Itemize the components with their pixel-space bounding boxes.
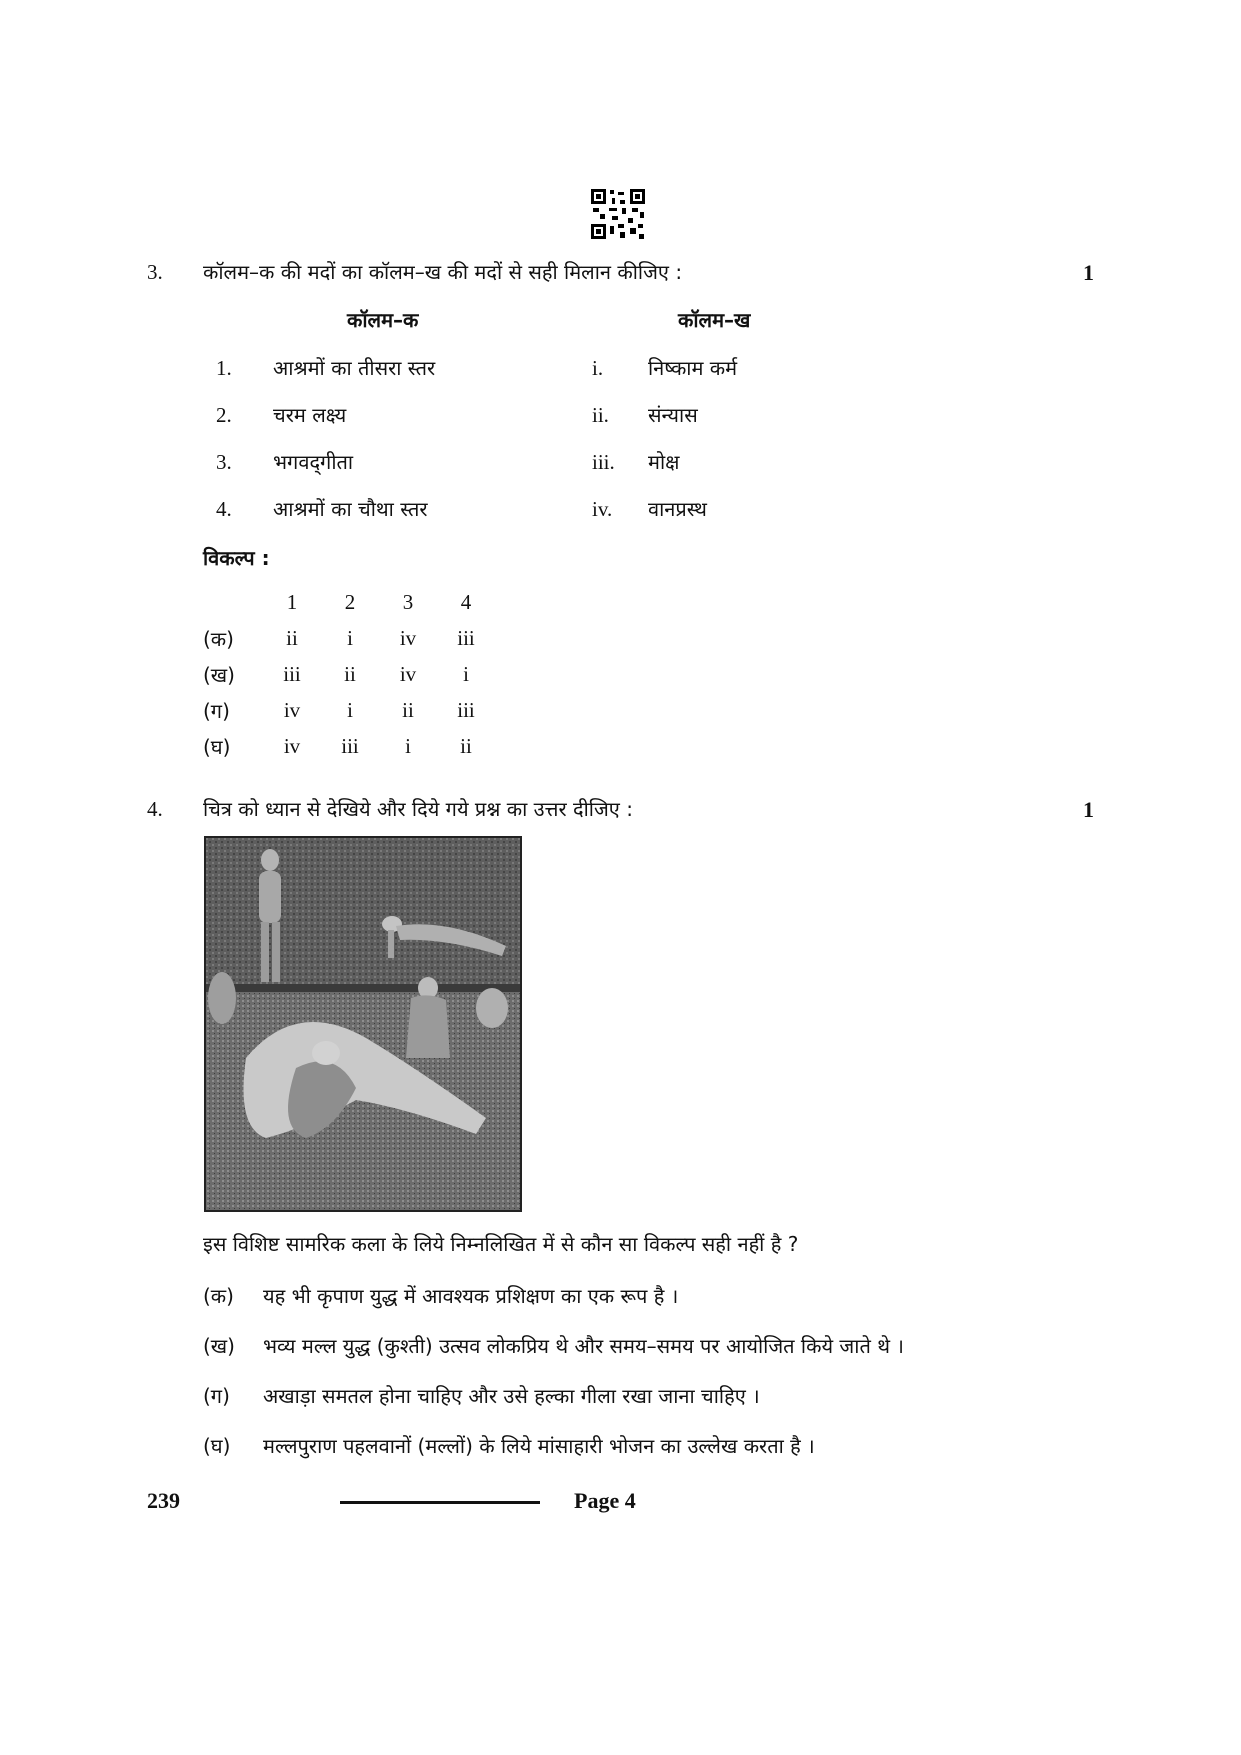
option-row bbox=[203, 692, 495, 728]
column-a-num: 2. bbox=[216, 403, 232, 427]
option-value: iv bbox=[283, 697, 301, 722]
q4-number: 4. bbox=[147, 797, 163, 821]
column-b-item: मोक्ष bbox=[648, 450, 680, 474]
option-row bbox=[203, 656, 495, 692]
option-value: i bbox=[347, 697, 353, 722]
q3-text: कॉलम–क की मदों का कॉलम–ख की मदों से सही मिलान कीजिए : bbox=[203, 260, 683, 284]
option-label: (क) bbox=[203, 626, 234, 651]
option-row bbox=[203, 728, 495, 764]
option-label: (ग) bbox=[203, 698, 230, 723]
q4-option-text: अखाड़ा समतल होना चाहिए और उसे हल्का गीला रखा जाना चाहिए । bbox=[263, 1384, 760, 1408]
option-value: ii bbox=[460, 733, 472, 758]
column-b-item: वानप्रस्थ bbox=[648, 497, 707, 521]
options-table bbox=[203, 584, 495, 764]
paper-code: 239 bbox=[147, 1488, 180, 1513]
column-b-item: निष्काम कर्म bbox=[648, 356, 738, 380]
column-a-num: 3. bbox=[216, 450, 232, 474]
column-b-num: i. bbox=[592, 356, 604, 380]
q4-option-label: (क) bbox=[203, 1284, 234, 1308]
options-header-cell: 1 bbox=[286, 589, 298, 614]
option-value: i bbox=[463, 661, 469, 686]
q4-option-label: (ग) bbox=[203, 1384, 230, 1408]
option-value: iii bbox=[457, 625, 475, 650]
column-a-item: आश्रमों का चौथा स्तर bbox=[273, 497, 428, 521]
option-row bbox=[203, 620, 495, 656]
q4-option-label: (ख) bbox=[203, 1334, 235, 1358]
page-number: Page 4 bbox=[574, 1488, 636, 1513]
options-header-row bbox=[203, 584, 495, 620]
q4-option-text: भव्य मल्ल युद्ध (कुश्ती) उत्सव लोकप्रिय थे और समय–समय पर आयोजित किये जाते थे । bbox=[263, 1334, 904, 1358]
column-a-num: 4. bbox=[216, 497, 232, 521]
option-value: iv bbox=[399, 625, 417, 650]
q4-option-text: मल्लपुराण पहलवानों (मल्लों) के लिये मांसाहारी भोजन का उल्लेख करता है । bbox=[263, 1434, 815, 1458]
option-value: iii bbox=[341, 733, 359, 758]
option-label: (ख) bbox=[203, 662, 235, 687]
qr-code bbox=[590, 188, 646, 240]
option-value: iv bbox=[283, 733, 301, 758]
q3-number: 3. bbox=[147, 260, 163, 284]
column-b-heading: कॉलम–ख bbox=[678, 308, 751, 332]
column-a-item: आश्रमों का तीसरा स्तर bbox=[273, 356, 436, 380]
q4-option-text: यह भी कृपाण युद्ध में आवश्यक प्रशिक्षण का एक रूप है । bbox=[263, 1284, 679, 1308]
options-header-blank bbox=[203, 584, 263, 620]
column-b-item: संन्यास bbox=[648, 403, 698, 427]
options-label: विकल्प : bbox=[203, 546, 270, 570]
option-value: i bbox=[347, 625, 353, 650]
column-a-heading: कॉलम–क bbox=[347, 308, 419, 332]
q3-marks: 1 bbox=[1083, 260, 1094, 285]
q4-option-label: (घ) bbox=[203, 1434, 231, 1458]
options-header-cell: 3 bbox=[402, 589, 414, 614]
column-a-num: 1. bbox=[216, 356, 232, 380]
option-value: iii bbox=[283, 661, 301, 686]
column-a-item: भगवद्‌गीता bbox=[273, 450, 354, 474]
options-header-cell: 2 bbox=[344, 589, 356, 614]
column-a-item: चरम लक्ष्य bbox=[273, 403, 347, 427]
column-b-num: iii. bbox=[592, 450, 615, 474]
q4-question: इस विशिष्ट सामरिक कला के लिये निम्नलिखित में से कौन सा विकल्प सही नहीं है ? bbox=[203, 1232, 799, 1256]
option-value: iv bbox=[399, 661, 417, 686]
wrestling-photo bbox=[204, 836, 522, 1212]
footer-rule bbox=[340, 1501, 540, 1504]
q4-text: चित्र को ध्यान से देखिये और दिये गये प्रश्न का उत्तर दीजिए : bbox=[203, 797, 633, 821]
options-header-cell: 4 bbox=[460, 589, 472, 614]
column-b-num: iv. bbox=[592, 497, 613, 521]
option-value: ii bbox=[402, 697, 414, 722]
option-value: ii bbox=[286, 625, 298, 650]
option-label: (घ) bbox=[203, 734, 231, 759]
q4-marks: 1 bbox=[1083, 797, 1094, 822]
column-b-num: ii. bbox=[592, 403, 609, 427]
option-value: ii bbox=[344, 661, 356, 686]
option-value: iii bbox=[457, 697, 475, 722]
option-value: i bbox=[405, 733, 411, 758]
